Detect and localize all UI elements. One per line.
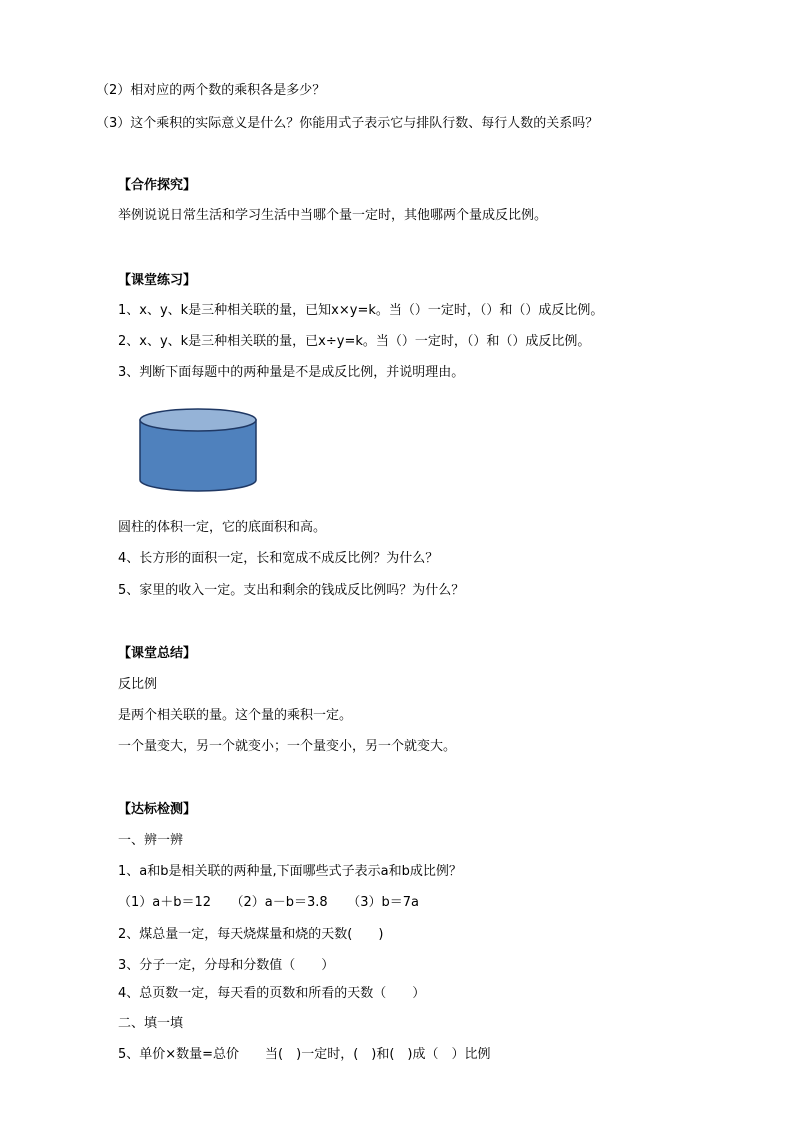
cylinder-caption: 圆柱的体积一定，它的底面积和高。 xyxy=(118,520,327,535)
test-q3: 3、分子一定，分母和分数值（ ） xyxy=(118,958,335,973)
test-section-2: 二、填一填 xyxy=(118,1016,184,1031)
practice-item-2: 2、x、y、k是三种相关联的量，已x÷y=k。当（）一定时，（）和（）成反比例。 xyxy=(118,334,591,349)
summary-line-3: 一个量变大，另一个就变小；一个量变小，另一个就变大。 xyxy=(118,739,457,754)
practice-item-5: 5、家里的收入一定。支出和剩余的钱成反比例吗？为什么？ xyxy=(118,583,465,598)
summary-line-1: 反比例 xyxy=(118,677,158,692)
cooperation-text: 举例说说日常生活和学习生活中当哪个量一定时，其他哪两个量成反比例。 xyxy=(118,208,548,223)
test-q5: 5、单价×数量=总价 当( )一定时，( )和( )成（ ）比例 xyxy=(118,1047,491,1062)
summary-line-2: 是两个相关联的量。这个量的乘积一定。 xyxy=(118,708,353,723)
intro-q2: （2）相对应的两个数的乘积各是多少？ xyxy=(96,83,326,98)
test-q1-options: （1）a＋b＝12 （2）a－b＝3.8 （3）b＝7a xyxy=(118,895,419,910)
practice-item-3: 3、判断下面每题中的两种量是不是成反比例，并说明理由。 xyxy=(118,365,465,380)
summary-heading: 【课堂总结】 xyxy=(118,646,197,661)
intro-q3: （3）这个乘积的实际意义是什么？你能用式子表示它与排队行数、每行人数的关系吗？ xyxy=(96,116,599,131)
cylinder-figure xyxy=(136,406,260,494)
test-q1: 1、a和b是相关联的两种量,下面哪些式子表示a和b成比例？ xyxy=(118,864,462,879)
test-q4: 4、总页数一定，每天看的页数和所看的天数（ ） xyxy=(118,986,426,1001)
test-q2: 2、煤总量一定，每天烧煤量和烧的天数( ) xyxy=(118,927,384,942)
practice-heading: 【课堂练习】 xyxy=(118,273,197,288)
practice-item-1: 1、x、y、k是三种相关联的量，已知x×y=k。当（）一定时，（）和（）成反比例。 xyxy=(118,303,604,318)
cooperation-heading: 【合作探究】 xyxy=(118,178,197,193)
test-heading: 【达标检测】 xyxy=(118,802,197,817)
test-section-1: 一、辨一辨 xyxy=(118,833,184,848)
practice-item-4: 4、长方形的面积一定，长和宽成不成反比例？为什么？ xyxy=(118,551,439,566)
cylinder-top xyxy=(140,409,256,431)
